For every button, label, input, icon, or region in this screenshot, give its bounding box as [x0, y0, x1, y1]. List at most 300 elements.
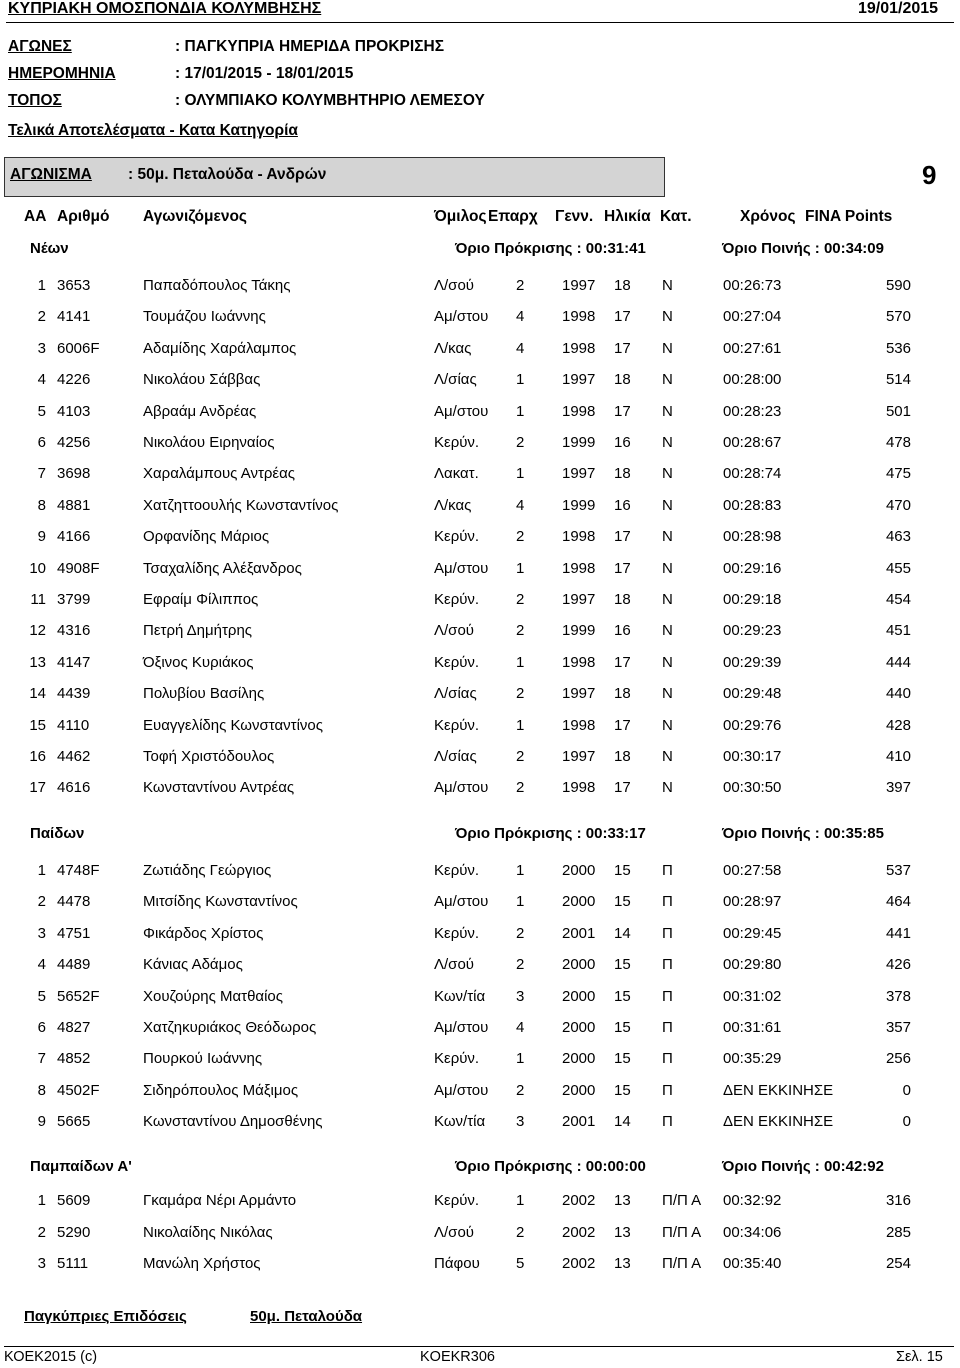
cell-club: Λ/κας: [434, 339, 472, 357]
cell-time: 00:35:29: [723, 1050, 782, 1068]
cell-swimmer: Ορφανίδης Μάριος: [143, 528, 270, 546]
cell-swimmer: Κωνσταντίνου Αντρέας: [143, 779, 295, 797]
cell-district: 4: [516, 339, 525, 357]
cell-time: 00:29:76: [723, 716, 782, 734]
cell-category: Ν: [662, 496, 673, 514]
cell-district: 1: [516, 893, 525, 911]
cell-birth-year: 2000: [562, 956, 596, 974]
meet-label: ΑΓΩΝΕΣ: [8, 38, 72, 55]
cell-time: 00:29:23: [723, 622, 782, 640]
venue-value: : ΟΛΥΜΠΙΑΚΟ ΚΟΛΥΜΒΗΤΗΡΙΟ ΛΕΜΕΣΟΥ: [175, 92, 485, 109]
cell-category: Ν: [662, 339, 673, 357]
col-club: Όμιλος: [434, 208, 487, 225]
cell-birth-year: 1998: [562, 402, 596, 420]
cell-category: Π: [662, 924, 673, 942]
cell-number: 6006F: [57, 339, 100, 357]
event-number: 9: [922, 160, 937, 190]
cell-time: 00:32:92: [723, 1192, 782, 1209]
cell-category: Ν: [662, 716, 673, 734]
cell-number: 4502F: [57, 1081, 100, 1099]
records-event: 50μ. Πεταλούδα: [250, 1308, 363, 1325]
cell-swimmer: Πολυβίου Βασίλης: [143, 685, 265, 703]
cell-club: Αμ/στου: [434, 779, 489, 797]
cell-number: 4166: [57, 528, 91, 546]
table-row: [0, 340, 960, 360]
cell-age: 17: [614, 559, 631, 577]
cell-birth-year: 2002: [562, 1192, 596, 1209]
cell-age: 18: [614, 685, 631, 703]
cell-time: ΔΕΝ ΕΚΚΙΝΗΣΕ: [723, 1081, 834, 1099]
cell-number: 5609: [57, 1192, 91, 1209]
cell-number: 4616: [57, 779, 91, 797]
table-row: [0, 1224, 960, 1244]
cell-club: Κερύν.: [434, 862, 480, 879]
cell-number: 4110: [57, 716, 90, 734]
cell-rank: 6: [37, 1019, 46, 1036]
cell-club: Αμ/στου: [434, 559, 489, 577]
cell-rank: 13: [29, 653, 46, 671]
cell-rank: 9: [37, 1113, 46, 1131]
cell-points: 464: [885, 893, 911, 911]
qualification-limit: Όριο Πρόκρισης : 00:33:17: [455, 825, 646, 842]
cell-rank: 11: [30, 591, 46, 608]
cell-age: 18: [614, 591, 631, 608]
cell-swimmer: Τουμάζου Ιωάννης: [143, 308, 266, 326]
cell-time: 00:29:39: [723, 653, 782, 671]
cell-number: 4478: [57, 893, 91, 911]
results-subtitle: Τελικά Αποτελέσματα - Κατα Κατηγορία: [8, 122, 298, 139]
dates-value: : 17/01/2015 - 18/01/2015: [175, 65, 354, 82]
cell-number: 4751: [57, 924, 91, 942]
cell-number: 4908F: [57, 559, 100, 577]
table-row: [0, 465, 960, 485]
cell-number: 4147: [57, 653, 91, 671]
cell-swimmer: Σιδηρόπουλος Μάξιμος: [143, 1081, 299, 1099]
cell-time: 00:28:83: [723, 496, 782, 514]
cell-rank: 2: [37, 1223, 46, 1241]
cell-number: 4103: [57, 402, 91, 420]
cell-rank: 3: [37, 924, 46, 942]
cell-points: 256: [885, 1050, 911, 1068]
cell-age: 13: [614, 1255, 631, 1272]
cell-number: 4226: [57, 371, 91, 389]
cell-category: Π: [662, 893, 673, 911]
cell-district: 1: [516, 716, 525, 734]
cell-category: Π: [662, 956, 673, 974]
cell-age: 15: [614, 1050, 631, 1068]
cell-time: 00:28:23: [723, 402, 782, 420]
cell-club: Πάφου: [434, 1255, 480, 1272]
cell-age: 15: [614, 1081, 631, 1099]
cell-points: 478: [885, 434, 911, 451]
cell-birth-year: 2000: [562, 862, 596, 879]
qualification-limit: Όριο Πρόκρισης : 00:00:00: [455, 1158, 646, 1175]
cell-category: Π/Π Α: [662, 1255, 702, 1272]
col-points: FINA Points: [805, 208, 893, 225]
cell-club: Κερύν.: [434, 434, 480, 451]
cell-category: Ν: [662, 622, 673, 640]
table-row: [0, 1192, 960, 1212]
cell-rank: 17: [29, 779, 46, 797]
col-time: Χρόνος: [740, 208, 796, 225]
cell-district: 1: [516, 559, 525, 577]
cell-age: 18: [614, 277, 631, 294]
cell-birth-year: 2002: [562, 1223, 596, 1241]
cell-birth-year: 1999: [562, 496, 596, 514]
cell-rank: 1: [37, 862, 46, 879]
table-row: [0, 308, 960, 328]
cell-points: 0: [902, 1081, 911, 1099]
cell-swimmer: Νικολάου Σάββας: [143, 371, 261, 389]
table-row: [0, 403, 960, 423]
event-label: ΑΓΩΝΙΣΜΑ: [10, 166, 92, 183]
cell-district: 2: [516, 591, 525, 608]
cell-rank: 16: [29, 748, 46, 765]
cell-rank: 5: [37, 987, 46, 1005]
col-number: Αριθμό: [57, 208, 110, 225]
cell-points: 316: [885, 1192, 911, 1209]
cell-swimmer: Πουρκού Ιωάννης: [143, 1050, 263, 1068]
cell-points: 514: [885, 371, 911, 389]
category-header: [0, 240, 960, 260]
cell-swimmer: Ευαγγελίδης Κωνσταντίνος: [143, 716, 323, 734]
table-row: [0, 1050, 960, 1070]
cell-age: 17: [614, 716, 631, 734]
col-rank: ΑΑ: [24, 208, 47, 225]
cell-time: 00:28:00: [723, 371, 782, 389]
cell-points: 463: [885, 528, 911, 546]
cell-age: 16: [614, 496, 631, 514]
cell-swimmer: Φικάρδος Χρίστος: [143, 924, 264, 942]
cell-number: 4439: [57, 685, 91, 703]
cell-swimmer: Ζωτιάδης Γεώργιος: [143, 862, 272, 879]
cell-rank: 3: [37, 1255, 46, 1272]
cell-points: 426: [885, 956, 911, 974]
cell-number: 4881: [57, 496, 91, 514]
cell-birth-year: 1998: [562, 308, 596, 326]
cell-district: 1: [516, 653, 525, 671]
cell-rank: 5: [37, 402, 46, 420]
cell-district: 1: [516, 1050, 525, 1068]
table-row: [0, 591, 960, 611]
table-row: [0, 862, 960, 882]
cell-swimmer: Κωνσταντίνου Δημοσθένης: [143, 1113, 323, 1131]
cell-number: 4256: [57, 434, 91, 451]
cell-swimmer: Παπαδόπουλος Τάκης: [143, 277, 291, 294]
footer-page-number: Σελ. 15: [896, 1349, 943, 1365]
cell-category: Π: [662, 1081, 673, 1099]
cell-district: 4: [516, 1019, 525, 1036]
col-age: Ηλικία: [604, 208, 651, 225]
cell-birth-year: 1997: [562, 591, 596, 608]
cell-number: 4852: [57, 1050, 91, 1068]
cell-number: 3653: [57, 277, 91, 294]
cell-district: 1: [516, 402, 525, 420]
cell-club: Κερύν.: [434, 528, 480, 546]
cell-number: 3799: [57, 591, 91, 608]
cell-club: Κων/τία: [434, 987, 486, 1005]
cell-district: 2: [516, 1081, 525, 1099]
cell-district: 1: [516, 862, 525, 879]
cell-category: Π/Π Α: [662, 1223, 702, 1241]
cell-birth-year: 1999: [562, 622, 596, 640]
header-divider: [6, 22, 954, 23]
cell-district: 1: [516, 1192, 525, 1209]
cell-age: 13: [614, 1223, 631, 1241]
cell-swimmer: Πετρή Δημήτρης: [143, 622, 253, 640]
cell-points: 397: [885, 779, 911, 797]
cell-points: 455: [885, 559, 911, 577]
footer-divider: [4, 1346, 954, 1347]
cell-swimmer: Μιτσίδης Κωνσταντίνος: [143, 893, 298, 911]
cell-district: 1: [516, 371, 525, 389]
cell-club: Αμ/στου: [434, 1019, 489, 1036]
cell-category: Π: [662, 987, 673, 1005]
cell-points: 470: [885, 496, 911, 514]
table-row: [0, 560, 960, 580]
cell-district: 2: [516, 779, 525, 797]
cell-age: 17: [614, 308, 631, 326]
cell-swimmer: Αδαμίδης Χαράλαμπος: [143, 339, 297, 357]
cell-club: Λακατ.: [434, 465, 479, 483]
cell-district: 2: [516, 924, 525, 942]
cell-points: 537: [885, 862, 911, 879]
cell-birth-year: 1998: [562, 779, 596, 797]
cell-time: 00:27:04: [723, 308, 782, 326]
records-label: Παγκύπριες Επιδόσεις: [24, 1308, 187, 1325]
cell-swimmer: Μανώλη Χρήστος: [143, 1255, 261, 1272]
cell-age: 16: [614, 434, 631, 451]
cell-district: 2: [516, 956, 525, 974]
cell-number: 4827: [57, 1019, 91, 1036]
cell-rank: 7: [37, 1050, 46, 1068]
cell-club: Λ/σού: [434, 1223, 474, 1241]
table-row: [0, 988, 960, 1008]
cell-category: Ν: [662, 685, 673, 703]
cell-birth-year: 1998: [562, 559, 596, 577]
cell-category: Ν: [662, 748, 673, 765]
category-name: Παίδων: [30, 825, 85, 842]
cell-time: 00:27:58: [723, 862, 782, 879]
cell-category: Ν: [662, 402, 673, 420]
cell-birth-year: 2000: [562, 987, 596, 1005]
cell-category: Π: [662, 862, 673, 879]
cell-category: Π: [662, 1050, 673, 1068]
cell-category: Ν: [662, 653, 673, 671]
cell-time: 00:35:40: [723, 1255, 782, 1272]
cell-category: Ν: [662, 528, 673, 546]
cell-birth-year: 1998: [562, 653, 596, 671]
table-row: [0, 925, 960, 945]
cell-swimmer: Χουζούρης Ματθαίος: [143, 987, 283, 1005]
cell-birth-year: 2002: [562, 1255, 596, 1272]
category-header: [0, 1158, 960, 1178]
cell-age: 15: [614, 987, 631, 1005]
cell-rank: 1: [37, 277, 46, 294]
cell-number: 5290: [57, 1223, 91, 1241]
cell-rank: 4: [37, 371, 46, 389]
cell-club: Κερύν.: [434, 924, 480, 942]
cell-birth-year: 2000: [562, 893, 596, 911]
cell-swimmer: Εφραίμ Φίλιππος: [143, 591, 259, 608]
cell-rank: 2: [37, 308, 46, 326]
cell-category: Ν: [662, 465, 673, 483]
cell-district: 4: [516, 308, 525, 326]
qualification-limit: Όριο Πρόκρισης : 00:31:41: [455, 240, 646, 257]
cell-rank: 7: [37, 465, 46, 483]
cell-points: 475: [885, 465, 911, 483]
cell-points: 410: [885, 748, 911, 765]
cell-club: Αμ/στου: [434, 893, 489, 911]
cell-district: 2: [516, 685, 525, 703]
cell-swimmer: Τοφή Χριστόδουλος: [143, 748, 275, 765]
cell-number: 4316: [57, 622, 91, 640]
cell-time: ΔΕΝ ΕΚΚΙΝΗΣΕ: [723, 1113, 834, 1131]
cell-rank: 9: [37, 528, 46, 546]
dates-label: ΗΜΕΡΟΜΗΝΙΑ: [8, 65, 116, 82]
cell-points: 454: [885, 591, 911, 608]
event-box: [4, 157, 665, 197]
cell-birth-year: 1997: [562, 685, 596, 703]
cell-birth-year: 1997: [562, 277, 596, 294]
table-row: [0, 748, 960, 768]
cell-club: Αμ/στου: [434, 308, 489, 326]
table-row: [0, 779, 960, 799]
print-date: 19/01/2015: [858, 0, 939, 17]
cell-swimmer: Χαραλάμπους Αντρέας: [143, 465, 295, 483]
cell-age: 16: [614, 622, 631, 640]
penalty-limit: Όριο Ποινής : 00:42:92: [722, 1158, 884, 1175]
cell-points: 444: [885, 653, 911, 671]
cell-club: Λ/σού: [434, 277, 474, 294]
table-row: [0, 277, 960, 297]
cell-category: Ν: [662, 371, 673, 389]
table-row: [0, 371, 960, 391]
cell-rank: 10: [29, 559, 46, 577]
cell-number: 5652F: [57, 987, 100, 1005]
cell-points: 357: [885, 1019, 911, 1036]
federation-title: ΚΥΠΡΙΑΚΗ ΟΜΟΣΠΟΝΔΙΑ ΚΟΛΥΜΒΗΣΗΣ: [8, 0, 322, 17]
table-row: [0, 717, 960, 737]
cell-time: 00:28:97: [723, 893, 782, 911]
cell-swimmer: Χατζηττοουλής Κωνσταντίνος: [143, 496, 339, 514]
cell-time: 00:28:98: [723, 528, 782, 546]
cell-district: 2: [516, 622, 525, 640]
cell-rank: 8: [37, 1081, 46, 1099]
cell-time: 00:26:73: [723, 277, 782, 294]
cell-time: 00:31:61: [723, 1019, 782, 1036]
penalty-limit: Όριο Ποινής : 00:35:85: [722, 825, 884, 842]
cell-age: 15: [614, 862, 631, 879]
cell-category: Ν: [662, 591, 673, 608]
cell-birth-year: 1998: [562, 528, 596, 546]
cell-age: 17: [614, 528, 631, 546]
table-row: [0, 528, 960, 548]
cell-age: 18: [614, 748, 631, 765]
footer-copyright: ΚΟΕΚ2015 (c): [4, 1349, 98, 1365]
penalty-limit: Όριο Ποινής : 00:34:09: [722, 240, 884, 257]
cell-district: 1: [516, 465, 525, 483]
cell-rank: 6: [37, 434, 46, 451]
cell-club: Λ/σού: [434, 622, 474, 640]
cell-time: 00:29:48: [723, 685, 782, 703]
cell-age: 17: [614, 339, 631, 357]
cell-time: 00:28:67: [723, 434, 782, 451]
category-header: [0, 825, 960, 845]
cell-age: 15: [614, 1019, 631, 1036]
cell-district: 3: [516, 1113, 525, 1131]
cell-club: Λ/κας: [434, 496, 472, 514]
cell-category: Ν: [662, 277, 673, 294]
cell-points: 254: [885, 1255, 911, 1272]
cell-time: 00:27:61: [723, 339, 782, 357]
cell-swimmer: Τσαχαλίδης Αλέξανδρος: [143, 559, 302, 577]
cell-category: Π/Π Α: [662, 1192, 702, 1209]
cell-birth-year: 2001: [562, 1113, 596, 1131]
cell-age: 15: [614, 956, 631, 974]
cell-points: 536: [885, 339, 911, 357]
cell-age: 13: [614, 1192, 631, 1209]
cell-rank: 8: [37, 496, 46, 514]
cell-club: Κερύν.: [434, 1192, 480, 1209]
meet-value: : ΠΑΓΚΥΠΡΙΑ ΗΜΕΡΙΔΑ ΠΡΟΚΡΙΣΗΣ: [175, 38, 444, 55]
cell-category: Ν: [662, 434, 673, 451]
cell-number: 5111: [57, 1255, 89, 1272]
cell-points: 590: [885, 277, 911, 294]
cell-category: Π: [662, 1113, 673, 1131]
cell-age: 17: [614, 779, 631, 797]
event-title: : 50μ. Πεταλούδα - Ανδρών: [128, 166, 327, 183]
cell-birth-year: 1997: [562, 371, 596, 389]
cell-swimmer: Νικολαίδης Νικόλας: [143, 1223, 273, 1241]
cell-district: 5: [516, 1255, 525, 1272]
cell-time: 00:30:50: [723, 779, 782, 797]
cell-swimmer: Κάνιας Αδάμος: [143, 956, 243, 974]
cell-time: 00:29:45: [723, 924, 782, 942]
cell-age: 17: [614, 402, 631, 420]
table-row: [0, 1082, 960, 1102]
table-row: [0, 622, 960, 642]
cell-age: 14: [614, 1113, 631, 1131]
cell-swimmer: Γκαμάρα Νέρι Αρμάντο: [143, 1192, 297, 1209]
cell-age: 14: [614, 924, 631, 942]
cell-rank: 3: [37, 339, 46, 357]
cell-club: Κων/τία: [434, 1113, 486, 1131]
cell-category: Ν: [662, 779, 673, 797]
category-name: Νέων: [30, 240, 69, 257]
cell-birth-year: 1997: [562, 465, 596, 483]
cell-birth-year: 2001: [562, 924, 596, 942]
cell-points: 428: [885, 716, 911, 734]
cell-age: 15: [614, 893, 631, 911]
venue-label: ΤΟΠΟΣ: [8, 92, 62, 109]
cell-rank: 4: [37, 956, 46, 974]
cell-category: Ν: [662, 308, 673, 326]
cell-district: 4: [516, 496, 525, 514]
cell-points: 570: [885, 308, 911, 326]
cell-club: Κερύν.: [434, 1050, 480, 1068]
footer-report-code: KOEKR306: [420, 1349, 495, 1365]
cell-birth-year: 2000: [562, 1050, 596, 1068]
cell-swimmer: Αβραάμ Ανδρέας: [143, 402, 257, 420]
cell-birth-year: 2000: [562, 1081, 596, 1099]
col-district: Επαρχ: [488, 208, 538, 225]
cell-club: Κερύν.: [434, 716, 480, 734]
cell-swimmer: Όξινος Κυριάκος: [143, 653, 254, 671]
table-row: [0, 1019, 960, 1039]
cell-time: 00:29:18: [723, 591, 782, 608]
category-name: Παμπαίδων Α': [30, 1158, 132, 1175]
